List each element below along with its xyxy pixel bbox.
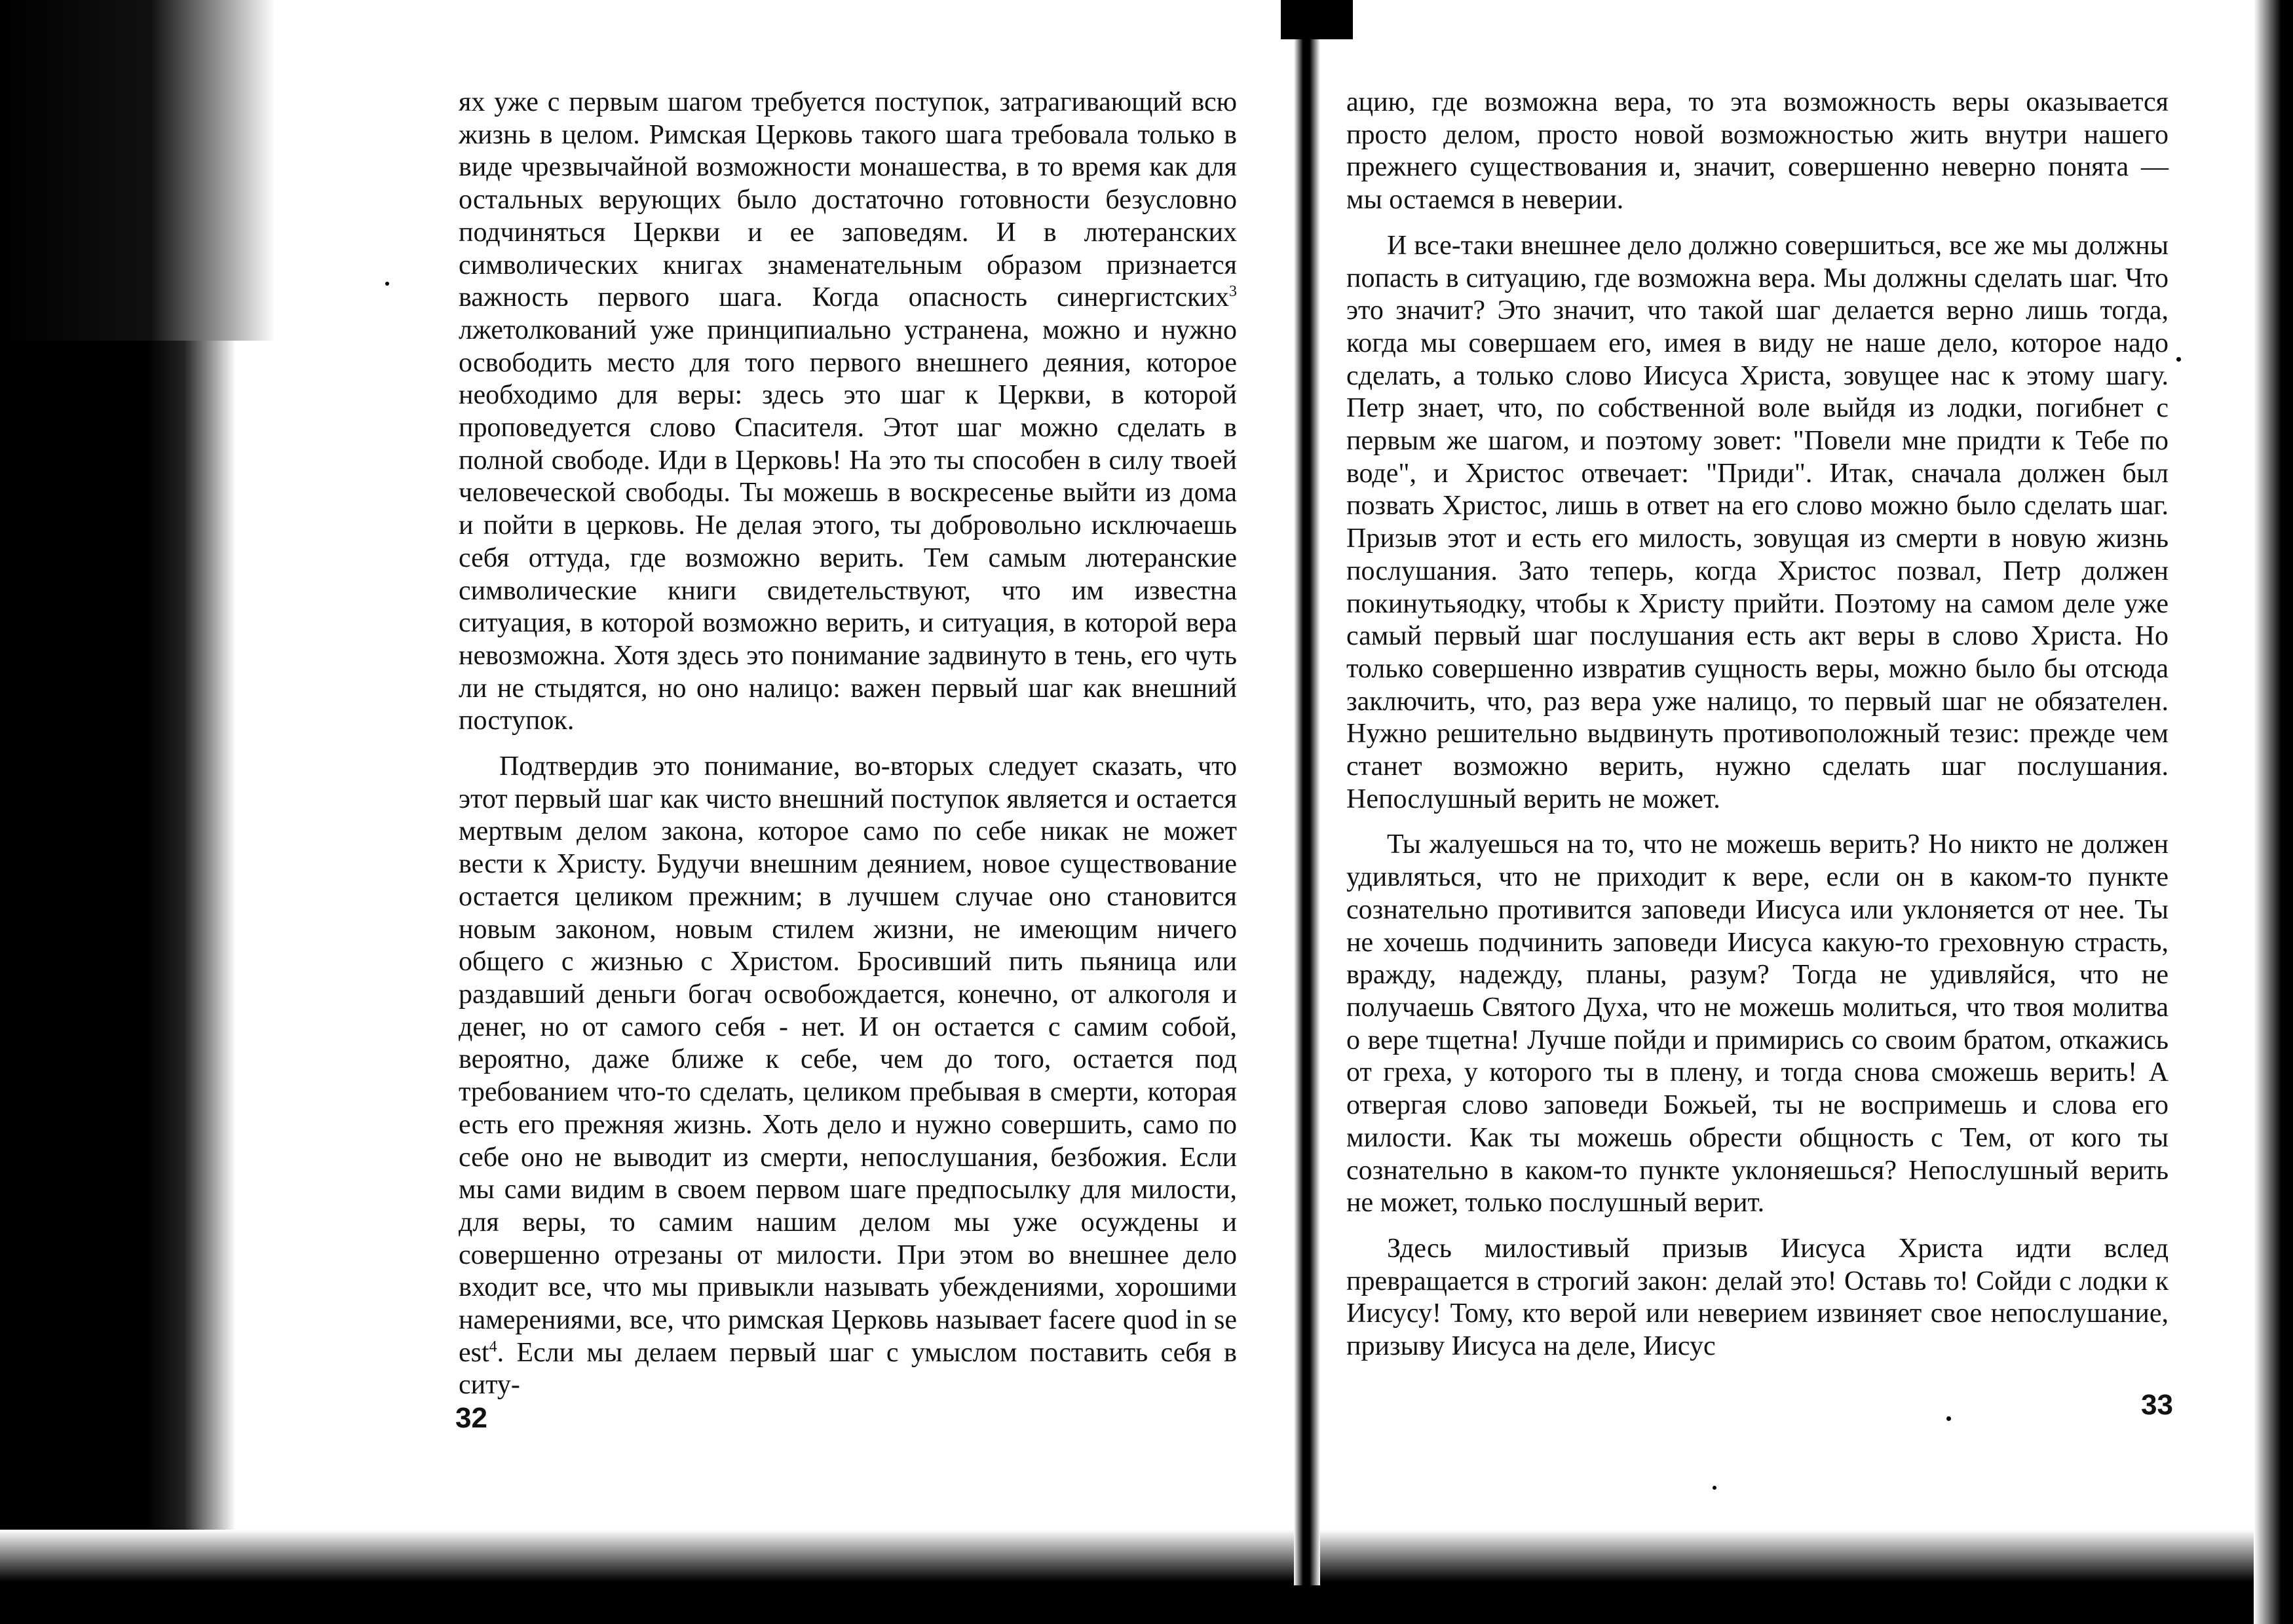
scan-speck (1713, 1486, 1716, 1490)
scan-speck (130, 432, 138, 447)
scan-shadow-right (2254, 0, 2293, 1624)
left-paragraph-2: Подтвердив это понимание, во-вторых следует сказать, что этот первый шаг как чисто внешний поступок является и остается мертвым делом закона, которое само по себе никак не может вести к Христу. Будучи внешним деянием, новое существование остается целиком прежним; в лучшем случае оно становится новым законом, новым стилем жизни, не имеющим ничего общего с жизнью с Христом. Бросивший пить пьяница или раздавший деньги богач освобождается, конечно, от алкоголя и денег, но от самого себя - нет. И он остается с самим собой, вероятно, даже ближе к себе, чем до того, остается под требованием что-то сделать, целиком пребывая в смерти, которая есть его прежняя жизнь. Хоть дело и нужно совершить, само по себе оно не выводит из смерти, непослушания, безбожия. Если мы сами видим в своем первом шаге предпосылку для милости, для веры, то самим нашим делом мы уже осуждены и совершенно отрезаны от милости. При этом во внешнее дело входит все, что мы привыкли называть убеждениями, хорошими намерениями, все, что римская Церковь называет facere quod in se est$^4$. Если мы делаем первый шаг с умыслом поставить себя в ситу- (459, 751, 1237, 1401)
footnote-marker: 3 (1229, 283, 1237, 301)
page-number-left: 32 (455, 1402, 487, 1434)
scan-speck (2176, 357, 2181, 362)
scan-speck (1946, 1416, 1951, 1421)
book-gutter (1294, 0, 1320, 1585)
left-paragraph-1: ях уже с первым шагом требуется поступок, затрагивающий всю жизнь в целом. Римская Церковь такого шага требовала только в виде чрезвычайной возможности монашества, в то время как для остальных верующих было достаточно готовности безусловно подчиняться Церкви и ее заповедям. И в лютеранских символических книгах знаменательным образом признается важность первого шага. Когда опасность синергистских$^3$ лжетолкований уже принципиально устранена, можно и нужно освободить место для того первого внешнего деяния, которое необходимо для веры: здесь это шаг к Церкви, в которой проповедуется слово Спасителя. Этот шаг можно сделать в полной свободе. Иди в Церковь! На это ты способен в силу твоей человеческой свободы. Ты можешь в воскресенье выйти из дома и пойти в церковь. Не делая этого, ты добровольно исключаешь себя оттуда, где возможно верить. Тем самым лютеранские символические книги свидетельствуют, что им известна ситуация, в которой возможно верить, и ситуация, в которой вера невозможна. Хотя здесь это понимание задвинуто в тень, его чуть ли не стыдятся, но оно налицо: важен первый шаг как внешний поступок. (459, 87, 1237, 736)
scan-speck (385, 282, 389, 286)
book-gutter-top (1281, 0, 1353, 39)
right-paragraph-1: ацию, где возможна вера, то эта возможность веры оказывается просто делом, просто новой возможностью жить внутри нашего прежнего существования и, значит, совершенно неверно понята — мы остаемся в неверии. (1346, 87, 2169, 216)
left-page (459, 86, 1237, 1402)
scan-shadow-left-top (0, 0, 275, 341)
right-page (1346, 86, 2169, 1363)
footnote-marker: 4 (489, 1338, 497, 1355)
right-paragraph-2: И все-таки внешнее дело должно совершиться, все же мы должны попасть в ситуацию, где возможна вера. Мы должны сделать шаг. Что это значит? Это значит, что такой шаг делается верно лишь тогда, когда мы совершаем его, имея в виду не наше дело, которое надо сделать, а только слово Иисуса Христа, зовущее нас к этому шагу. Петр знает, что, по собственной воле выйдя из лодки, погибнет с первым же шагом, и поэтому зовет: "Повели мне придти к Тебе по воде", и Христос отвечает: "Приди". Итак, сначала должен был позвать Христос, лишь в ответ на его слово можно было сделать шаг. Призыв этот и есть его милость, зовущая из смерти в новую жизнь послушания. Зато теперь, когда Христос позвал, Петр должен покинутьяодку, чтобы к Христу прийти. Поэтому на самом деле уже самый первый шаг послушания есть акт веры в слово Христа. Но только совершенно извратив сущность веры, можно было бы отсюда заключить, что, раз вера уже налицо, то первый шаг не обязателен. Нужно решительно выдвинуть противоположный тезис: прежде чем станет возможно верить, нужно сделать шаг послушания. Непослушный верить не может. (1346, 230, 2169, 814)
page-number-right: 33 (2141, 1389, 2173, 1421)
right-paragraph-4: Здесь милостивый призыв Иисуса Христа идти вслед превращается в строгий закон: делай это! Оставь то! Сойди с лодки к Иисусу! Тому, кто верой или неверием извиняет свое непослушание, призыву Иисуса на деле, Иисус (1346, 1233, 2169, 1362)
scan-shadow-bottom (0, 1530, 2293, 1624)
right-paragraph-3: Ты жалуешься на то, что не можешь верить? Но никто не должен удивляться, что не приходит к вере, если он в каком-то пункте сознательно противится заповеди Иисуса или уклоняется от нее. Ты не хочешь подчинить заповеди Иисуса какую-то греховную страсть, вражду, надежду, планы, разум? Тогда не удивляйся, что не получаешь Святого Духа, что не можешь молиться, что твоя молитва о вере тщетна! Лучше пойди и примирись со своим братом, откажись от греха, у которого ты в плену, и тогда снова сможешь верить! А отвергая слово заповеди Божьей, ты не воспримешь и слова его милости. Как ты можешь обрести общность с Тем, от кого ты сознательно в каком-то пункте уклоняешься? Непослушный верить не может, только послушный верит. (1346, 829, 2169, 1218)
